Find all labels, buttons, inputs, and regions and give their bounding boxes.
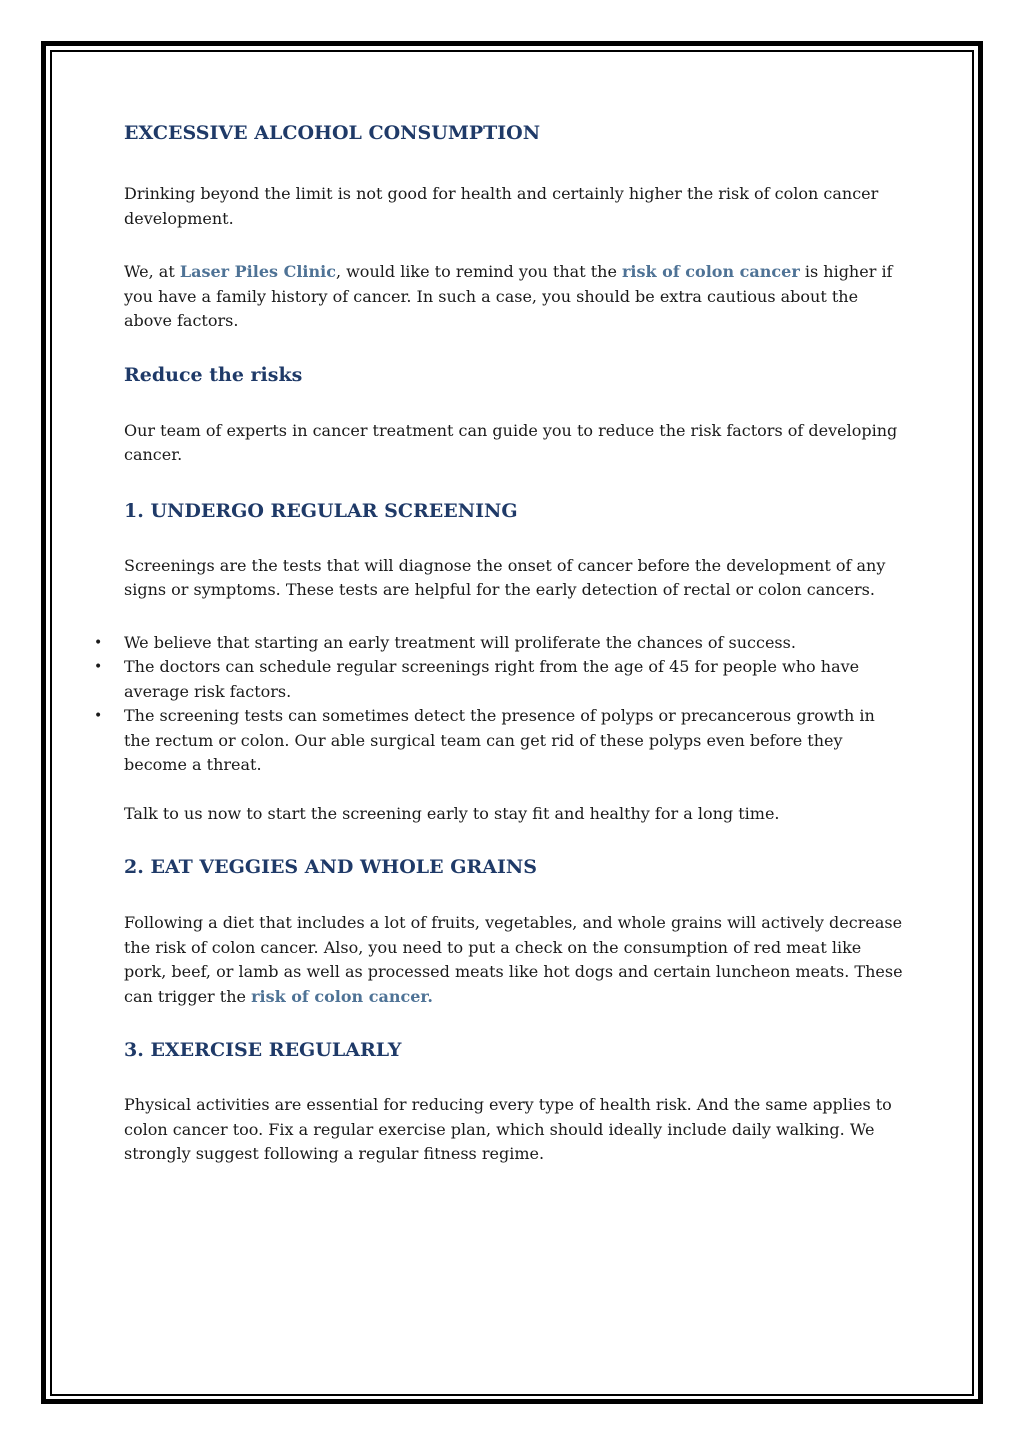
paragraph-exercise: Physical activities are essential for reducing every type of health risk. And the same applies to colon cancer too. Fix a regular exercise plan, which should ideally include daily walking. We strongly suggest following a regular fitness regime.: [124, 1095, 892, 1163]
paragraph-diet: [124, 911, 904, 1009]
document-body: [94, 120, 904, 1167]
text-fragment: Following a diet that includes a lot of fruits, vegetables, and whole grains will actively decrease the risk of colon cancer. Also, you need to put a check on the consumption of red meat like pork, beef, or lamb as well as processed meats like hot dogs and certain luncheon meats. These can trigger the: [124, 913, 903, 1006]
paragraph-reduce-risks: Our team of experts in cancer treatment can guide you to reduce the risk factors of developing cancer.: [124, 420, 898, 464]
heading-regular-screening: 1. UNDERGO REGULAR SCREENING: [124, 499, 518, 522]
paragraph-clinic-reminder: [124, 260, 904, 334]
text-fragment: We, at: [124, 262, 180, 281]
list-item-text: The doctors can schedule regular screenings right from the age of 45 for people who have average risk factors.: [124, 657, 860, 701]
list-item: [94, 655, 904, 704]
list-item: [94, 631, 904, 656]
bullet-icon: •: [94, 634, 103, 651]
screening-bullet-list: [94, 631, 904, 778]
paragraph-alcohol-intro: Drinking beyond the limit is not good for health and certainly higher the risk of colon cancer development.: [124, 184, 879, 228]
bullet-icon: •: [94, 708, 103, 724]
link-laser-piles-clinic[interactable]: Laser Piles Clinic: [179, 262, 336, 281]
text-fragment: is higher if you have a family history of cancer. In such a case, you should be extra cautious about the above factors.: [124, 262, 893, 330]
link-risk-of-colon-cancer[interactable]: risk of colon cancer: [622, 262, 800, 281]
paragraph-screening-cta: Talk to us now to start the screening early to stay fit and healthy for a long time.: [124, 803, 780, 823]
list-item: [94, 704, 904, 778]
list-item-text: We believe that starting an early treatment will proliferate the chances of success.: [124, 632, 796, 652]
text-fragment: , would like to remind you that the: [335, 262, 622, 281]
heading-exercise: 3. EXERCISE REGULARLY: [124, 1039, 402, 1061]
paragraph-screening: Screenings are the tests that will diagnose the onset of cancer before the development of any signs or symptoms. These tests are helpful for the early detection of rectal or colon cancers.: [124, 555, 886, 599]
bullet-icon: •: [94, 659, 103, 675]
heading-reduce-risks: Reduce the risks: [124, 363, 303, 386]
link-risk-of-colon-cancer-2[interactable]: risk of colon cancer.: [251, 986, 433, 1006]
heading-alcohol: EXCESSIVE ALCOHOL CONSUMPTION: [124, 122, 541, 144]
heading-eat-veggies: 2. EAT VEGGIES AND WHOLE GRAINS: [124, 856, 537, 878]
list-item-text: The screening tests can sometimes detect the presence of polyps or precancerous growth in the rectum or colon. Our able surgical team can get rid of these polyps even before they become a threat.: [124, 706, 875, 774]
